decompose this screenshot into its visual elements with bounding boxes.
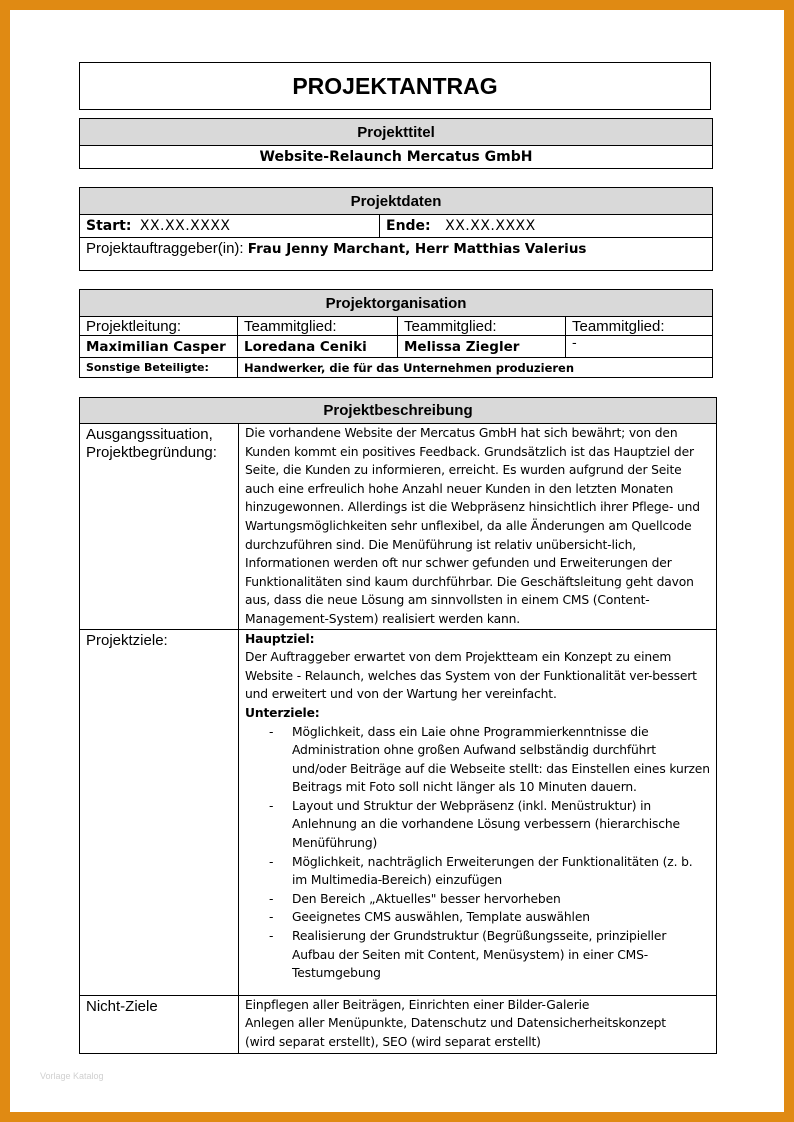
ausgangssituation-paragraph: Die vorhandene Website der Mercatus GmbH hat sich bewährt; von den Kunden kommt ein positives Feedback. Grundsätzlich ist das Hauptziel der Seite, die Kunden zu informieren, erreicht. Es wurden aufgrund der Seite auch eine erfreulich hohe Anzahl neuer Kunden in den letzten Monaten hinzugewonnen. Allerdings ist die Webpräsenz hinsichtlich ihrer Pflege- und Wartungsmöglichkeiten sehr unflexibel, da alle Änderungen am Quellcode durchzuführen sind. Die Menüführung ist relativ unübersicht-lich, Informationen werden oft nur schwer gefunden und Erweiterungen der Funktionalitäten sind kaum durchführbar. Die Geschäftsleitung geht davon aus, dass die neue Lösung am sinnvollsten in einem CMS (Content-Management-System) realisiert werden kann.: [245, 426, 700, 626]
name-projektleitung: Maximilian Casper: [80, 336, 238, 358]
unterziel-item: - Layout und Struktur der Webpräsenz (inkl. Menüstruktur) in Anlehnung an die vorhandene Lösung verbessern (hierarchische Menüführung): [269, 798, 680, 851]
unterziel-text: Möglichkeit, nachträglich Erweiterungen der Funktionalitäten (z. b. im Multimedia-Bereich) einzufügen: [292, 854, 693, 888]
ende-label: Ende:: [386, 218, 431, 234]
role-teammitglied-1: Teammitglied:: [238, 317, 398, 336]
unterziel-item: - Möglichkeit, nachträglich Erweiterungen der Funktionalitäten (z. b. im Multimedia-Bereich) einzufügen: [269, 854, 693, 888]
nichtziele-text: [239, 995, 717, 1053]
role-teammitglied-3: Teammitglied:: [566, 317, 713, 336]
projektbeschreibung-header: Projektbeschreibung: [80, 398, 717, 424]
projektorganisation-table: [79, 289, 713, 378]
auftraggeber-label: Projektauftraggeber(in):: [86, 240, 244, 257]
unterziel-text: Layout und Struktur der Webpräsenz (inkl. Menüstruktur) in Anlehnung an die vorhandene Lösung verbessern (hierarchische Menüführung): [292, 798, 680, 851]
hauptziel-paragraph: Der Auftraggeber erwartet von dem Projektteam ein Konzept zu einem Website - Relaunch, welches das System von der Funktionalität ver-bessert und erweitert und von der Wartung her vereinfacht.: [245, 650, 697, 702]
name-teammitglied-3: -: [566, 336, 713, 358]
ausgangssituation-label-line2: Projektbegründung:: [86, 444, 217, 461]
auftraggeber-value: Frau Jenny Marchant, Herr Matthias Valerius: [247, 241, 587, 257]
ausgangssituation-label-line1: Ausgangssituation,: [86, 426, 213, 443]
unterziele-list: [245, 723, 710, 983]
start-value: XX.XX.XXXX: [139, 218, 231, 234]
role-teammitglied-2: Teammitglied:: [398, 317, 566, 336]
unterziel-text: Geeignetes CMS auswählen, Template auswählen: [292, 910, 590, 925]
document-title: PROJEKTANTRAG: [79, 62, 711, 110]
hauptziel-heading: Hauptziel:: [245, 631, 315, 646]
projektziele-label: Projektziele:: [80, 629, 239, 995]
projekttitel-table: [79, 118, 713, 169]
sonstige-value: Handwerker, die für das Unternehmen produzieren: [238, 358, 713, 378]
auftraggeber-cell: [80, 238, 713, 271]
unterziele-heading: Unterziele:: [245, 705, 320, 720]
ausgangssituation-label: [80, 424, 239, 630]
name-teammitglied-2: Melissa Ziegler: [398, 336, 566, 358]
ende-value: XX.XX.XXXX: [445, 218, 536, 234]
projekttitel-value: Website-Relaunch Mercatus GmbH: [80, 146, 713, 169]
ausgangssituation-text: [239, 424, 717, 630]
projektorganisation-header: Projektorganisation: [80, 290, 713, 317]
nichtziele-label: Nicht-Ziele: [80, 995, 239, 1053]
start-cell: [80, 215, 380, 238]
start-label: Start:: [86, 218, 132, 234]
unterziel-text: Realisierung der Grundstruktur (Begrüßungsseite, prinzipieller Aufbau der Seiten mit Content, Menüsystem) in einer CMS-Testumgebung: [292, 929, 667, 981]
projektdaten-header: Projektdaten: [80, 188, 713, 215]
unterziel-item: - Geeignetes CMS auswählen, Template auswählen: [269, 910, 590, 925]
nichtziele-line: (wird separat erstellt), SEO (wird separat erstellt): [245, 1034, 541, 1049]
projektbeschreibung-table: [79, 397, 717, 1054]
projekttitel-header: Projekttitel: [80, 119, 713, 146]
sonstige-label: Sonstige Beteiligte:: [80, 358, 238, 378]
nichtziele-line: Einpflegen aller Beiträgen, Einrichten einer Bilder-Galerie: [245, 997, 590, 1012]
unterziel-item: - Möglichkeit, dass ein Laie ohne Programmierkenntnisse die Administration ohne großen Aufwand selbständig durchführt und/oder Beiträge auf die Webseite stellt: das Einstellen eines kurzen Beitrags mit Foto soll nicht länger als 10 Minuten dauern.: [269, 724, 710, 795]
role-projektleitung: Projektleitung:: [80, 317, 238, 336]
name-teammitglied-1: Loredana Ceniki: [238, 336, 398, 358]
projektziele-text: [239, 629, 717, 995]
projektdaten-table: [79, 187, 713, 271]
unterziel-item: - Realisierung der Grundstruktur (Begrüßungsseite, prinzipieller Aufbau der Seiten mit Content, Menüsystem) in einer CMS-Testumgebung: [269, 929, 667, 981]
ende-cell: [380, 215, 713, 238]
watermark: Vorlage Katalog: [40, 1071, 104, 1081]
unterziel-text: Den Bereich „Aktuelles" besser hervorheben: [292, 891, 561, 906]
unterziel-item: - Den Bereich „Aktuelles" besser hervorheben: [269, 891, 561, 906]
nichtziele-line: Anlegen aller Menüpunkte, Datenschutz und Datensicherheitskonzept: [245, 1016, 666, 1031]
unterziel-text: Möglichkeit, dass ein Laie ohne Programmierkenntnisse die Administration ohne großen Aufwand selbständig durchführt und/oder Beiträge auf die Webseite stellt: das Einstellen eines kurzen Beitrags mit Foto soll nicht länger als 10 Minuten dauern.: [292, 724, 710, 795]
